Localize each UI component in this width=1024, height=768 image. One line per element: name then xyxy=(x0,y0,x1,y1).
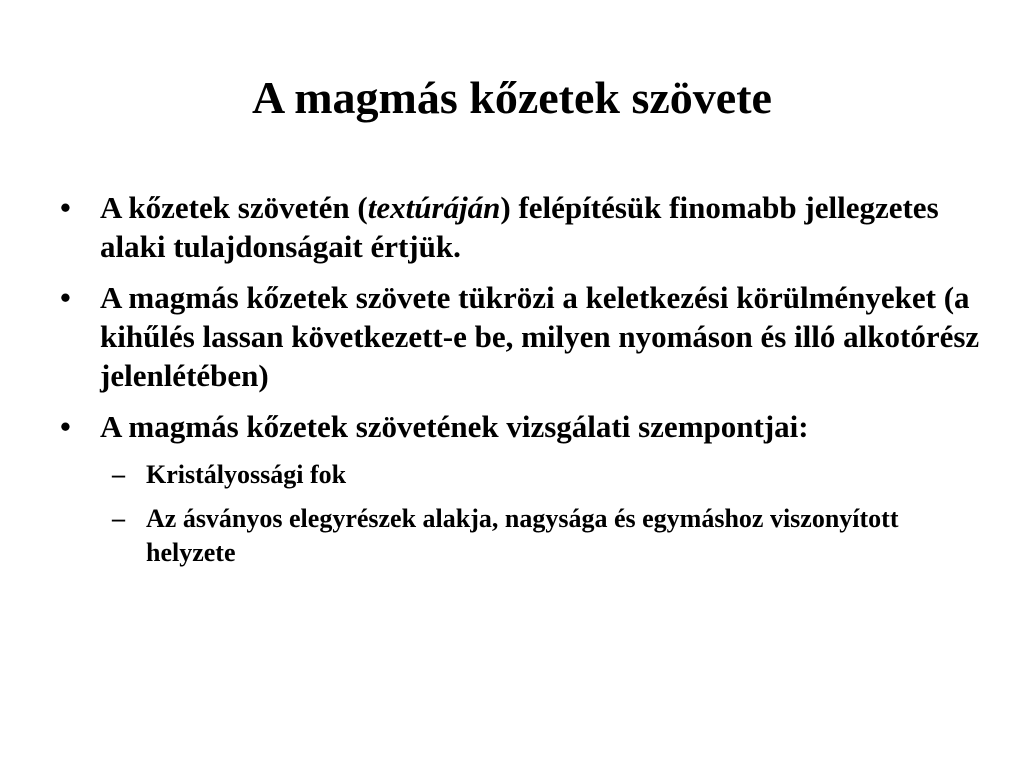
bullet-text: A magmás kőzetek szövetének vizsgálati szempontjai: xyxy=(100,409,809,444)
subbullet-text: Kristályossági fok xyxy=(146,460,347,489)
bullet-text-before: A kőzetek szövetén ( xyxy=(100,190,368,225)
subbullet-item-crystallinity xyxy=(60,458,980,492)
bullet-item-examination-aspects xyxy=(60,407,980,446)
bullet-marker: • xyxy=(60,409,71,444)
bullet-item-texture-definition xyxy=(60,188,980,266)
subbullet-marker: – xyxy=(112,504,125,533)
subbullet-marker: – xyxy=(112,460,125,489)
bullet-item-formation-conditions xyxy=(60,278,980,395)
slide-title: A magmás kőzetek szövete xyxy=(252,72,772,123)
bullet-text-after: ) felépítésük finomabb jellegzetes alaki tulajdonságait értjük. xyxy=(100,190,939,264)
subbullet-text: Az ásványos elegyrészek alakja, nagysága és egymáshoz viszonyított helyzete xyxy=(146,504,899,567)
bullet-marker: • xyxy=(60,190,71,225)
bullet-text-italic: textúráján xyxy=(367,190,501,225)
bullet-marker: • xyxy=(60,280,71,315)
slide-content xyxy=(60,188,980,580)
bullet-text: A magmás kőzetek szövete tükrözi a keletkezési körülményeket (a kihűlés lassan következett-e be, milyen nyomáson és illó alkotórész jelenlétében) xyxy=(100,280,980,393)
subbullet-item-mineral-shape xyxy=(60,502,980,570)
